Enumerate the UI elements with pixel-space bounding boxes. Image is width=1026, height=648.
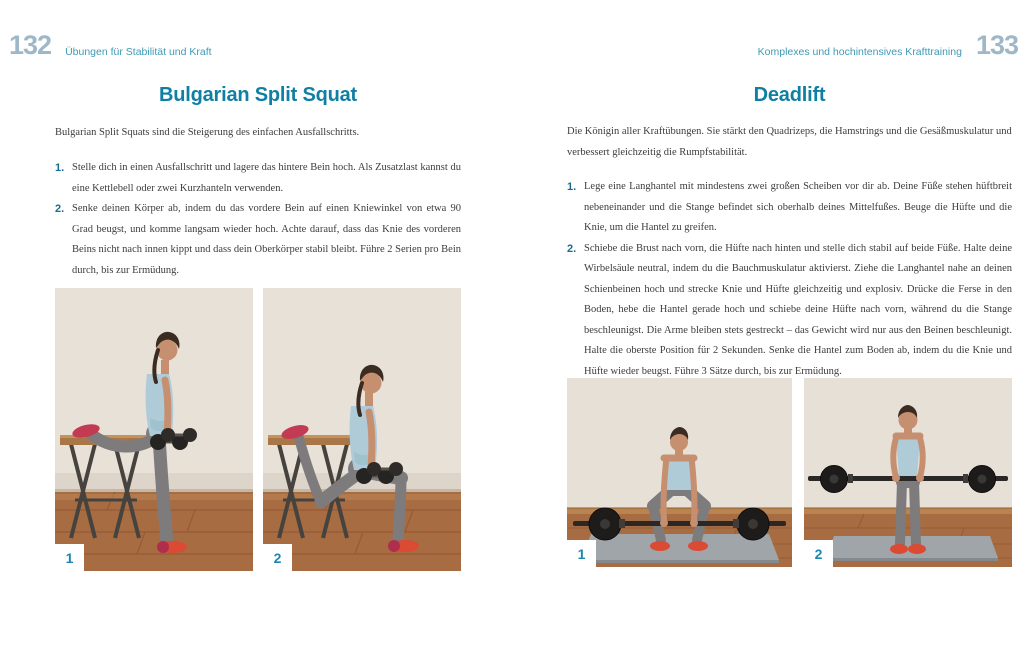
step-number: 2. bbox=[567, 242, 577, 255]
section-label-left: Übungen für Stabilität und Kraft bbox=[65, 46, 212, 58]
right-page-steps bbox=[567, 177, 1012, 382]
left-page-title-row bbox=[55, 84, 461, 107]
split-squat-start-illustration bbox=[55, 288, 253, 571]
front-shoe-heel bbox=[388, 540, 400, 552]
header-right bbox=[758, 30, 1018, 61]
right-plate-hub bbox=[748, 519, 758, 529]
exercise-mat-edge bbox=[581, 560, 779, 563]
step-text: Senke deinen Körper ab, indem du das vordere Bein auf einen Kniewinkel von etwa 90 Grad beugst, und komme langsam wieder hoch. Achte darauf, dass das Knie des vorderen Beins nicht nach innen kippt und dass dein Oberkörper stabil bleibt. Führe 2 Serien pro Bein durch, bis zur Ermüdung. bbox=[72, 203, 462, 276]
left-leg bbox=[900, 482, 902, 544]
photo-bulgarian-split-squat-start bbox=[55, 288, 253, 571]
right-leg bbox=[914, 482, 916, 544]
photo-deadlift-top bbox=[804, 378, 1012, 567]
right-arm bbox=[692, 462, 694, 521]
left-collar bbox=[619, 519, 625, 528]
photo-number-badge: 1 bbox=[567, 540, 596, 567]
right-arm bbox=[920, 438, 923, 477]
step-text: Lege eine Langhantel mit mindestens zwei großen Scheiben vor dir ab. Deine Füße stehen hüftbreit nebeneinander und die Stange befindet sich oberhalb deines Mittelfußes. Beuge die Hüfte und die Knie, um die Hantel zu greifen. bbox=[584, 181, 1012, 233]
left-page-intro: Bulgarian Split Squats sind die Steigerung des einfachen Ausfallschritts. bbox=[55, 127, 360, 138]
neck bbox=[161, 360, 169, 374]
right-shoe bbox=[908, 544, 926, 554]
step-number: 2. bbox=[55, 203, 65, 215]
left-page-steps bbox=[55, 158, 461, 281]
photo-deadlift-start bbox=[567, 378, 792, 567]
header-left bbox=[9, 30, 212, 61]
step-text: Stelle dich in einen Ausfallschritt und lagere das hintere Bein hoch. Als Zusatzlast kannst du eine Kettlebell oder zwei Kurzhanteln verwenden. bbox=[72, 162, 461, 194]
arm bbox=[165, 380, 168, 436]
step-item bbox=[567, 239, 1012, 383]
right-page-title-row bbox=[567, 84, 1012, 107]
arm bbox=[369, 412, 372, 470]
left-plate-hub bbox=[600, 519, 610, 529]
deadlift-top-illustration bbox=[804, 378, 1012, 567]
right-collar bbox=[733, 519, 739, 528]
page-number-right: 133 bbox=[975, 30, 1018, 60]
right-shoe bbox=[688, 541, 708, 551]
exercise-title-right: Deadlift bbox=[753, 84, 826, 106]
left-hand bbox=[892, 474, 900, 482]
step-number: 1. bbox=[55, 162, 65, 174]
exercise-mat-edge bbox=[826, 558, 998, 561]
step-item bbox=[55, 199, 461, 281]
right-plate-hub bbox=[978, 475, 987, 484]
section-label-right: Komplexes und hochintensives Krafttraining bbox=[757, 46, 962, 58]
step-item bbox=[567, 177, 1012, 239]
split-squat-bottom-illustration bbox=[263, 288, 461, 571]
left-plate-hub bbox=[830, 475, 839, 484]
front-shin bbox=[398, 478, 401, 540]
right-page-intro: Die Königin aller Kraftübungen. Sie stärkt den Quadrizeps, die Hamstrings und die Gesäßmuskulatur und verbessert gleichzeitig die Rumpfstabilität. bbox=[567, 126, 1012, 158]
baseboard bbox=[804, 508, 1012, 514]
step-number: 1. bbox=[567, 181, 577, 193]
photo-number-badge: 1 bbox=[55, 544, 84, 571]
photo-bulgarian-split-squat-bottom bbox=[263, 288, 461, 571]
exercise-title-left: Bulgarian Split Squat bbox=[158, 84, 358, 106]
right-hand bbox=[690, 519, 698, 527]
right-collar bbox=[963, 474, 968, 483]
neck bbox=[365, 392, 373, 406]
left-shoe bbox=[890, 544, 908, 554]
front-leg bbox=[159, 436, 167, 542]
right-hand bbox=[916, 474, 924, 482]
left-arm bbox=[664, 462, 666, 521]
step-item bbox=[55, 158, 461, 199]
deadlift-start-illustration bbox=[567, 378, 792, 567]
photo-number-badge: 2 bbox=[263, 544, 292, 571]
front-shoe-heel bbox=[157, 541, 169, 553]
step-text: Schiebe die Brust nach vorn, die Hüfte nach hinten und stelle dich stabil auf beide Füße. Halte deine Wirbelsäule neutral, indem du die Bauchmuskulatur aktivierst. Ziehe die Langhantel nahe an deinen Schienbeinen hoch und strecke Knie und Hüfte gleichzeitig und explosiv. Drücke die Ferse in den Boden, hebe die Hantel gerade hoch und schiebe deine Hüfte nach vorn, während du die Stange beschleunigst. Die Arme bleiben stets gestreckt – das Gewicht wird nur aus den Beinen beschleunigt. Halte die oberste Position für 2 Sekunden. Senke die Hantel zum Boden ab, indem du die Knie und Hüfte wieder beugst. Führe 3 Sätze durch, bis zur Ermüdung. bbox=[584, 242, 1012, 377]
tank-top bbox=[896, 435, 920, 478]
left-hand bbox=[660, 519, 668, 527]
photo-number-badge: 2 bbox=[804, 540, 833, 567]
page-number-left: 132 bbox=[9, 30, 52, 60]
left-shoe bbox=[650, 541, 670, 551]
left-collar bbox=[848, 474, 853, 483]
left-arm bbox=[893, 438, 896, 477]
